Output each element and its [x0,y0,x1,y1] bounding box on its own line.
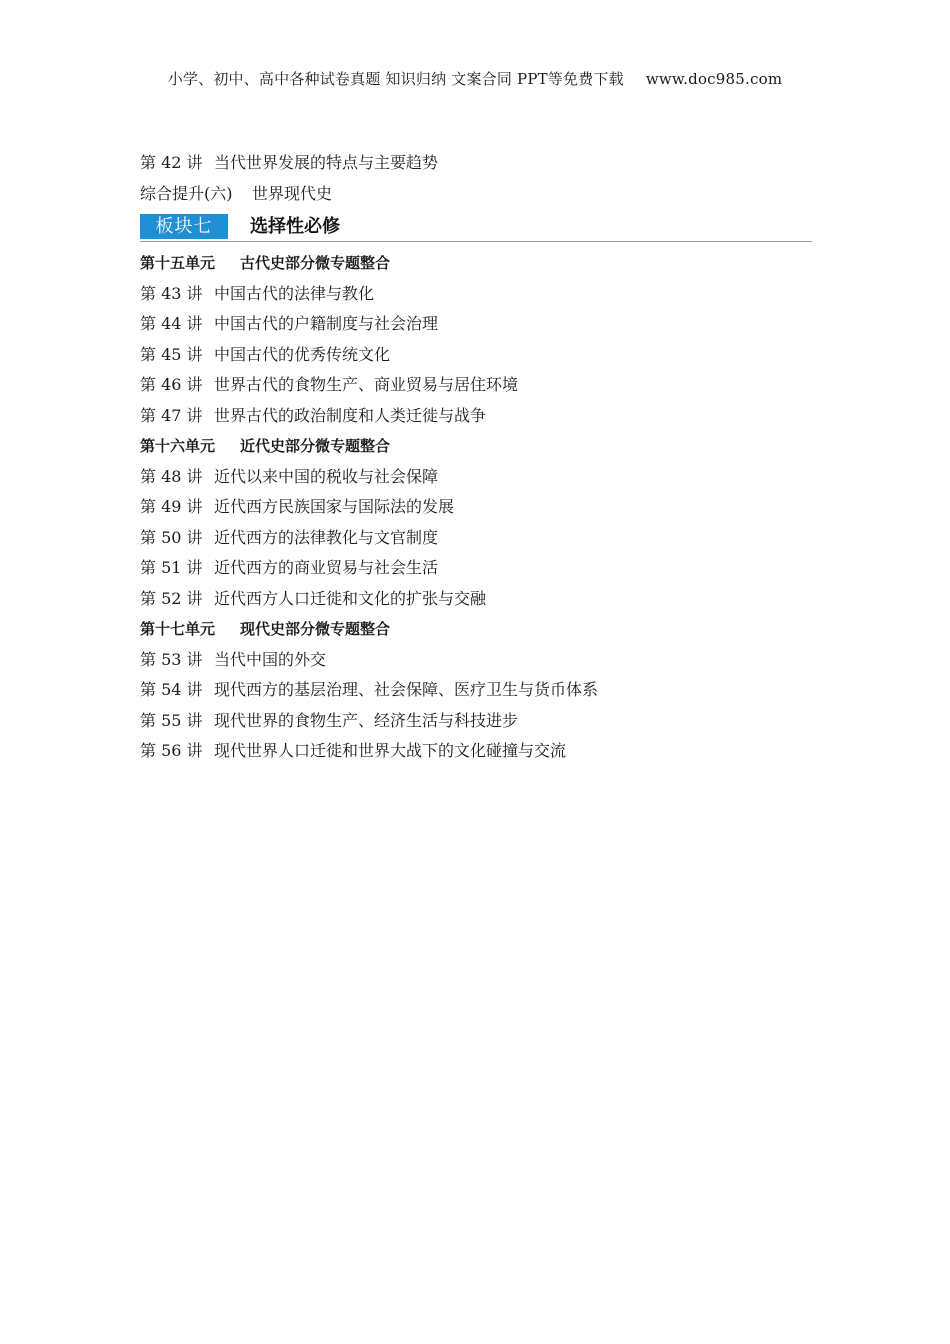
unit-title: 古代史部分微专题整合 [240,254,391,272]
toc-item[interactable] [140,462,812,493]
lecture-title: 现代世界人口迁徙和世界大战下的文化碰撞与交流 [214,741,567,760]
lecture-number: 第 56 讲 [140,741,203,760]
lecture-title: 中国古代的户籍制度与社会治理 [214,314,439,333]
lecture-title: 当代中国的外交 [214,649,327,669]
toc-item[interactable] [140,492,812,523]
toc-item[interactable] [140,675,812,706]
table-of-contents [140,147,812,767]
lecture-title: 近代西方人口迁徙和文化的扩张与交融 [214,588,487,608]
section-tag: 板块七 [140,214,228,239]
page-header [0,68,950,89]
unit-number: 第十七单元 [140,620,216,638]
lecture-title: 近代西方的法律教化与文官制度 [214,527,439,547]
lecture-title: 中国古代的法律与教化 [214,283,375,303]
toc-item[interactable] [140,309,812,340]
lecture-number: 第 54 讲 [140,680,203,699]
unit-heading[interactable] [140,614,812,645]
lecture-number: 第 53 讲 [140,649,203,669]
unit-number: 第十五单元 [140,254,216,272]
lecture-number: 第 50 讲 [140,527,203,547]
lecture-number: 第 52 讲 [140,588,203,608]
lecture-title: 现代西方的基层治理、社会保障、医疗卫生与货币体系 [214,680,599,699]
unit-number: 第十六单元 [140,437,216,455]
header-text: 小学、初中、高中各种试卷真题 知识归纳 文案合同 PPT等免费下载 [167,70,624,88]
lecture-number: 第 49 讲 [140,497,203,516]
unit-heading[interactable] [140,248,812,279]
lecture-number: 第 48 讲 [140,466,203,486]
lecture-title: 现代世界的食物生产、经济生活与科技进步 [214,710,519,730]
lecture-title: 中国古代的优秀传统文化 [214,344,391,364]
lecture-number: 第 45 讲 [140,344,203,364]
lecture-number: 综合提升(六) [140,184,233,203]
unit-title: 现代史部分微专题整合 [240,620,391,638]
lecture-number: 第 55 讲 [140,710,203,730]
lecture-title: 世界现代史 [252,184,333,203]
toc-item[interactable] [140,401,812,432]
lecture-number: 第 47 讲 [140,405,203,425]
unit-title: 近代史部分微专题整合 [240,437,391,455]
lecture-title: 世界古代的食物生产、商业贸易与居住环境 [214,375,519,394]
section-title: 选择性必修 [250,216,340,237]
toc-item[interactable] [140,178,812,209]
toc-item[interactable] [140,523,812,554]
lecture-title: 当代世界发展的特点与主要趋势 [214,153,439,172]
toc-item[interactable] [140,553,812,584]
lecture-title: 近代以来中国的税收与社会保障 [214,466,439,486]
lecture-number: 第 44 讲 [140,314,203,333]
toc-item[interactable] [140,736,812,767]
toc-item[interactable] [140,340,812,371]
lecture-title: 近代西方民族国家与国际法的发展 [214,497,455,516]
unit-heading[interactable] [140,431,812,462]
lecture-number: 第 46 讲 [140,375,203,394]
toc-item[interactable] [140,147,812,178]
lecture-title: 世界古代的政治制度和人类迁徙与战争 [214,405,487,425]
lecture-title: 近代西方的商业贸易与社会生活 [214,558,439,577]
lecture-number: 第 42 讲 [140,153,203,172]
section-header [140,213,812,242]
toc-item[interactable] [140,584,812,615]
header-site-link[interactable]: www.doc985.com [645,70,783,88]
lecture-number: 第 51 讲 [140,558,203,577]
toc-item[interactable] [140,370,812,401]
toc-item[interactable] [140,706,812,737]
toc-item[interactable] [140,279,812,310]
lecture-number: 第 43 讲 [140,283,203,303]
toc-item[interactable] [140,645,812,676]
